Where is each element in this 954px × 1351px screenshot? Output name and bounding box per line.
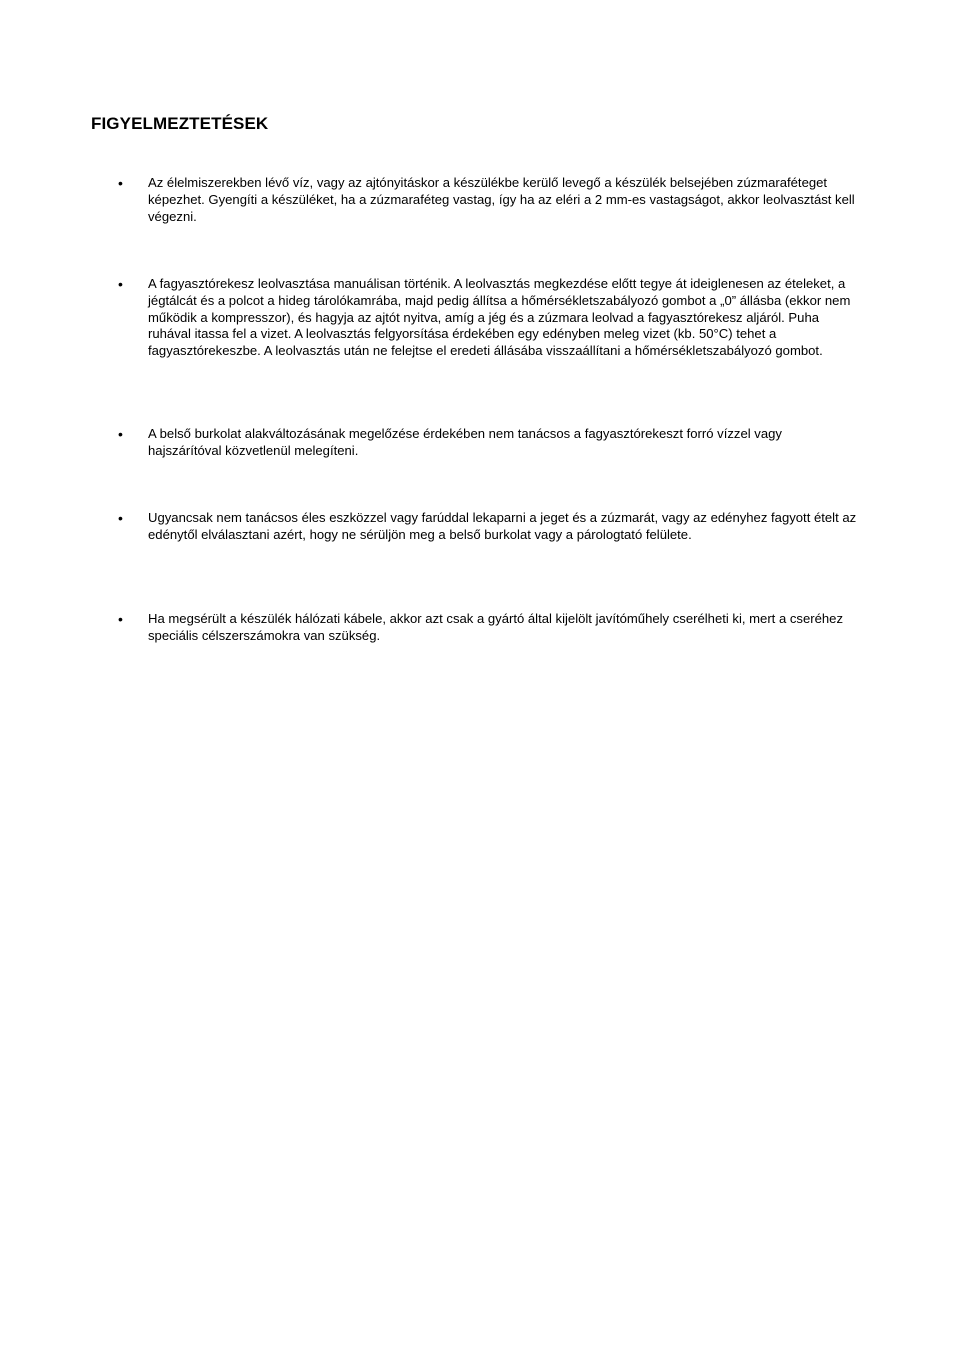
warning-text: A belső burkolat alakváltozásának megelőzése érdekében nem tanácsos a fagyasztórekeszt forró vízzel vagy hajszárítóval közvetlenül melegíteni. [148, 426, 782, 458]
bullet-icon: • [118, 611, 123, 627]
bullet-icon: • [118, 175, 123, 191]
page-title: FIGYELMEZTETÉSEK [91, 114, 269, 133]
warning-text: Ugyancsak nem tanácsos éles eszközzel vagy farúddal lekaparni a jeget és a zúzmarát, vagy az edényhez fagyott ételt az edénytől elválasztani azért, hogy ne sérüljön meg a belső burkolat vagy a párologtató felülete. [148, 510, 857, 542]
warning-text: Az élelmiszerekben lévő víz, vagy az ajtónyitáskor a készülékbe kerülő levegő a készülék belsejében zúzmaraféteget képezhet. Gyengíti a készüléket, ha a zúzmaraféteg vastag, így ha az eléri a 2 mm-es vastagságot, akkor leolvasztást kell végezni. [148, 175, 855, 224]
bullet-icon: • [118, 426, 123, 442]
bullet-icon: • [118, 276, 123, 292]
bullet-icon: • [118, 510, 123, 526]
warning-text: Ha megsérült a készülék hálózati kábele, akkor azt csak a gyártó által kijelölt javítóműhely cserélheti ki, mert a cseréhez speciális célszerszámokra van szükség. [148, 611, 844, 643]
warning-text: A fagyasztórekesz leolvasztása manuálisan történik. A leolvasztás megkezdése előtt tegye át ideiglenesen az ételeket, a jégtálcát és a polcot a hideg tárolókamrába, majd pedig állítsa a hőmérsékletszabályozó gombot a „0” állásba (ekkor nem működik a kompresszor), és hagyja az ajtót nyitva, amíg a jég és a zúzmara leolvad a fagyasztórekesz aljáról. Puha ruhával itassa fel a vizet. A leolvasztás felgyorsítása érdekében egy edényben meleg vizet (kb. 50°C) tehet a fagyasztórekeszbe. A leolvasztás után ne felejtse el eredeti állásába visszaállítani a hőmérsékletszabályozó gombot. [148, 276, 851, 359]
